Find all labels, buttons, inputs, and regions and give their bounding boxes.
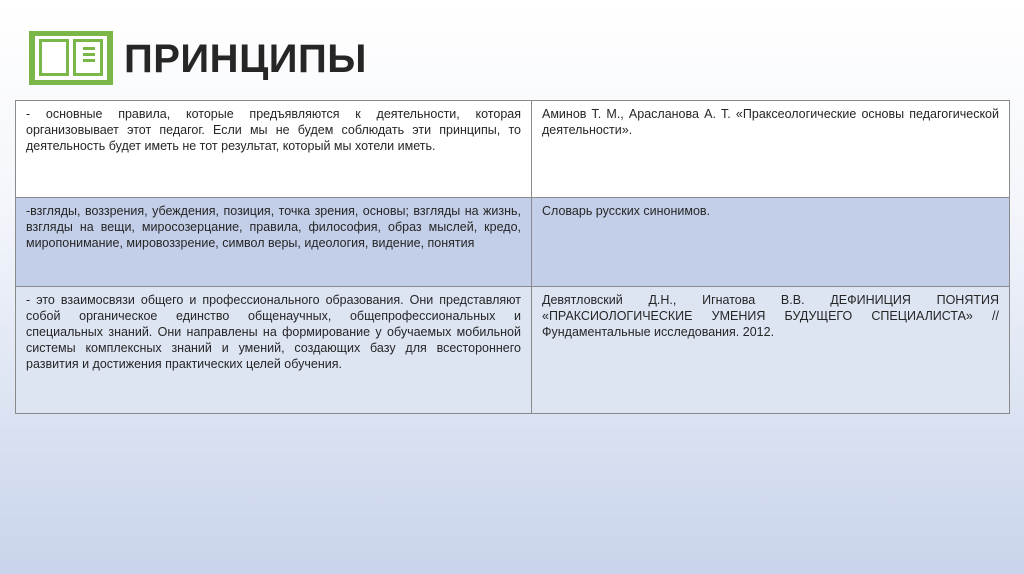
- definition-cell: -взгляды, воззрения, убеждения, позиция, точка зрения, основы; взгляды на жизнь, взгляды на вещи, миросозерцание, правила, философия, образ мыслей, кредо, миропонимание, мировоззрение, символ веры, идеология, видение, понятия: [16, 198, 532, 287]
- table-row: [16, 198, 1010, 287]
- definition-cell: - это взаимосвязи общего и профессионального образования. Они представляют собой органическое единство общенаучных, общепрофессиональных и специальных знаний. Они направлены на формирование у обучаемых мобильной системы комплексных знаний и умений, создающих базу для всестороннего развития и достижения практических целей обучения.: [16, 287, 532, 414]
- source-cell: Девятловский Д.Н., Игнатова В.В. ДЕФИНИЦИЯ ПОНЯТИЯ «ПРАКСИОЛОГИЧЕСКИЕ УМЕНИЯ БУДУЩЕГО СПЕЦИАЛИСТА» // Фундаментальные исследования. 2012.: [532, 287, 1010, 414]
- table-row: [16, 101, 1010, 198]
- book-icon: [28, 30, 114, 86]
- source-cell: Словарь русских синонимов.: [532, 198, 1010, 287]
- definition-cell: - основные правила, которые предъявляются к деятельности, которая организовывает этот педагог. Если мы не будем соблюдать эти принципы, то деятельность будет иметь не тот результат, который мы хотели иметь.: [16, 101, 532, 198]
- principles-table: [15, 100, 1009, 414]
- page-title: ПРИНЦИПЫ: [124, 37, 367, 81]
- source-cell: Аминов Т. М., Арасланова А. Т. «Праксеологические основы педагогической деятельности».: [532, 101, 1010, 198]
- table-row: [16, 287, 1010, 414]
